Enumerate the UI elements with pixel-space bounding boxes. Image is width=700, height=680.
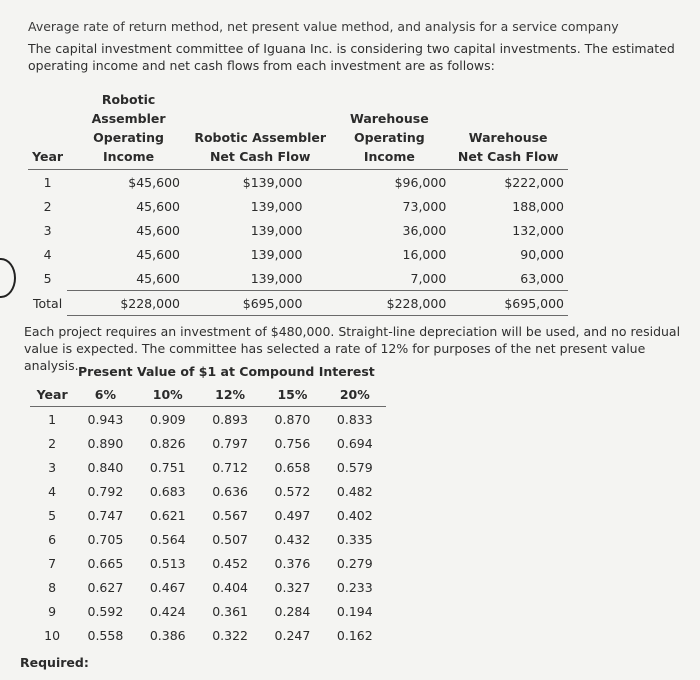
cell-warehouse-cash: $222,000 [504,174,564,190]
table-row [28,170,568,195]
pv-cell-factor: 0.467 [149,579,186,595]
header-warehouse-cash [448,90,568,170]
pv-cell-factor: 0.424 [149,603,186,619]
pv-cell-factor: 0.361 [212,603,248,619]
pv-cell-factor: 0.279 [336,555,373,571]
pv-cell-year: 3 [48,459,57,475]
pv-cell-factor: 0.572 [274,483,311,499]
pv-header-year: Year [30,382,74,407]
pv-cell-factor: 0.627 [87,579,124,595]
pv-cell-factor: 0.247 [274,627,311,643]
total-robotic-income: $228,000 [67,291,190,316]
total-robotic-cash: $695,000 [190,291,330,316]
pv-cell-factor: 0.558 [87,627,124,643]
cell-robotic-income: 45,600 [136,198,180,214]
header-warehouse-income [330,90,448,170]
table-row [30,575,386,599]
cell-warehouse-income: $96,000 [394,174,447,190]
cell-warehouse-income: 7,000 [410,270,447,286]
table-row [30,479,386,503]
pv-cell-factor: 0.792 [87,483,124,499]
header-warehouse-income-line3: Income [363,149,415,164]
pv-cell-factor: 0.756 [274,435,311,451]
pv-cell-factor: 0.327 [274,579,311,595]
cell-robotic-income: $45,600 [128,174,180,190]
cell-warehouse-cash: 90,000 [520,246,564,262]
table-row [28,194,568,218]
pv-cell-factor: 0.507 [212,531,248,547]
pv-cell-factor: 0.909 [149,411,186,427]
cell-robotic-cash: 139,000 [250,222,303,238]
pv-cell-factor: 0.335 [336,531,373,547]
table-row [30,407,386,432]
pv-cell-factor: 0.747 [87,507,124,523]
pv-cell-factor: 0.567 [212,507,248,523]
pv-cell-factor: 0.322 [212,627,248,643]
pv-cell-factor: 0.636 [212,483,248,499]
pv-cell-factor: 0.194 [336,603,373,619]
pv-header-20: 20% [324,382,386,407]
pv-table-title: Present Value of $1 at Compound Interest [78,364,375,379]
pv-cell-factor: 0.497 [274,507,311,523]
pv-cell-factor: 0.376 [274,555,311,571]
pv-cell-year: 2 [48,435,57,451]
header-warehouse-income-line2: Operating [353,130,425,145]
cell-robotic-cash: 139,000 [250,270,303,286]
table-row [28,218,568,242]
header-warehouse-cash-line1: Warehouse [468,130,548,145]
pv-cell-year: 8 [48,579,57,595]
cell-year: 3 [43,222,52,238]
investment-table [28,90,568,316]
pv-header-15: 15% [261,382,323,407]
header-robotic-income-line1: Robotic Assembler [91,92,166,126]
cell-robotic-income: 45,600 [136,246,180,262]
pv-cell-factor: 0.284 [274,603,311,619]
cell-robotic-income: 45,600 [136,270,180,286]
table-row [30,551,386,575]
header-robotic-income-line2: Operating Income [93,130,164,164]
table-row [28,242,568,266]
pv-cell-factor: 0.705 [87,531,124,547]
table-row [30,623,386,647]
table-row [30,527,386,551]
header-warehouse-cash-line2: Net Cash Flow [457,149,559,164]
pv-header-row [30,382,386,407]
cell-robotic-income: 45,600 [136,222,180,238]
table-row [28,266,568,291]
required-label: Required: [20,655,89,670]
pv-cell-factor: 0.233 [336,579,373,595]
cell-year: 2 [43,198,52,214]
intro-text: The capital investment committee of Iguana Inc. is considering two capital investments. The estimated operating income and net cash flows from each investment are as follows: [28,41,675,73]
header-robotic-cash-line1: Robotic Assembler [194,130,327,145]
investment-header-row [28,90,568,170]
header-warehouse-income-line1: Warehouse [349,111,429,126]
pv-header-6: 6% [74,382,136,407]
pv-cell-factor: 0.452 [212,555,248,571]
pv-cell-factor: 0.482 [336,483,373,499]
cell-year: 5 [43,270,52,286]
cell-year: 4 [43,246,52,262]
total-row [28,291,568,316]
pv-cell-factor: 0.386 [149,627,186,643]
pv-cell-factor: 0.579 [336,459,373,475]
pv-cell-year: 7 [48,555,57,571]
header-robotic-cash [190,90,330,170]
present-value-table [30,382,386,647]
pv-cell-factor: 0.162 [336,627,373,643]
pv-cell-factor: 0.513 [149,555,186,571]
cell-warehouse-cash: 188,000 [512,198,564,214]
pv-cell-factor: 0.840 [87,459,124,475]
table-row [30,455,386,479]
pv-cell-factor: 0.893 [212,411,248,427]
edge-circle-marker [0,258,16,298]
pv-cell-factor: 0.683 [149,483,186,499]
problem-heading: Average rate of return method, net present value method, and analysis for a service company [28,19,619,34]
pv-cell-year: 10 [44,627,61,643]
total-label: Total [32,295,63,311]
total-warehouse-income: $228,000 [330,291,448,316]
cell-warehouse-income: 73,000 [402,198,447,214]
cell-warehouse-cash: 63,000 [520,270,564,286]
pv-cell-year: 6 [48,531,57,547]
cell-warehouse-income: 16,000 [402,246,447,262]
cell-warehouse-income: 36,000 [402,222,447,238]
pv-cell-factor: 0.665 [87,555,124,571]
pv-cell-factor: 0.943 [87,411,124,427]
pv-cell-factor: 0.833 [336,411,373,427]
header-robotic-income [67,90,190,170]
table-row [30,599,386,623]
pv-cell-year: 4 [48,483,57,499]
pv-cell-factor: 0.658 [274,459,311,475]
pv-cell-factor: 0.432 [274,531,311,547]
pv-cell-factor: 0.564 [149,531,186,547]
total-warehouse-cash: $695,000 [448,291,568,316]
investment-paragraph: Each project requires an investment of $480,000. Straight-line depreciation will be used, and no residual value is expected. The committee has selected a rate of 12% for purposes of the net present value analysis. [24,324,681,373]
pv-header-10: 10% [137,382,199,407]
table-row [30,503,386,527]
cell-robotic-cash: $139,000 [242,174,303,190]
pv-cell-factor: 0.890 [87,435,124,451]
pv-cell-year: 9 [48,603,57,619]
table-row [30,431,386,455]
cell-robotic-cash: 139,000 [250,198,303,214]
header-robotic-cash-line2: Net Cash Flow [209,149,311,164]
pv-cell-factor: 0.592 [87,603,124,619]
pv-cell-factor: 0.402 [336,507,373,523]
header-year: Year [28,90,67,170]
pv-cell-factor: 0.712 [212,459,248,475]
cell-warehouse-cash: 132,000 [512,222,564,238]
cell-robotic-cash: 139,000 [250,246,303,262]
pv-cell-year: 1 [48,411,57,427]
pv-cell-factor: 0.404 [212,579,248,595]
cell-year: 1 [43,174,52,190]
pv-cell-factor: 0.694 [336,435,373,451]
pv-cell-factor: 0.797 [212,435,248,451]
pv-cell-factor: 0.870 [274,411,311,427]
pv-cell-factor: 0.826 [149,435,186,451]
pv-header-12: 12% [199,382,261,407]
pv-cell-factor: 0.621 [149,507,186,523]
pv-cell-factor: 0.751 [149,459,186,475]
pv-cell-year: 5 [48,507,57,523]
